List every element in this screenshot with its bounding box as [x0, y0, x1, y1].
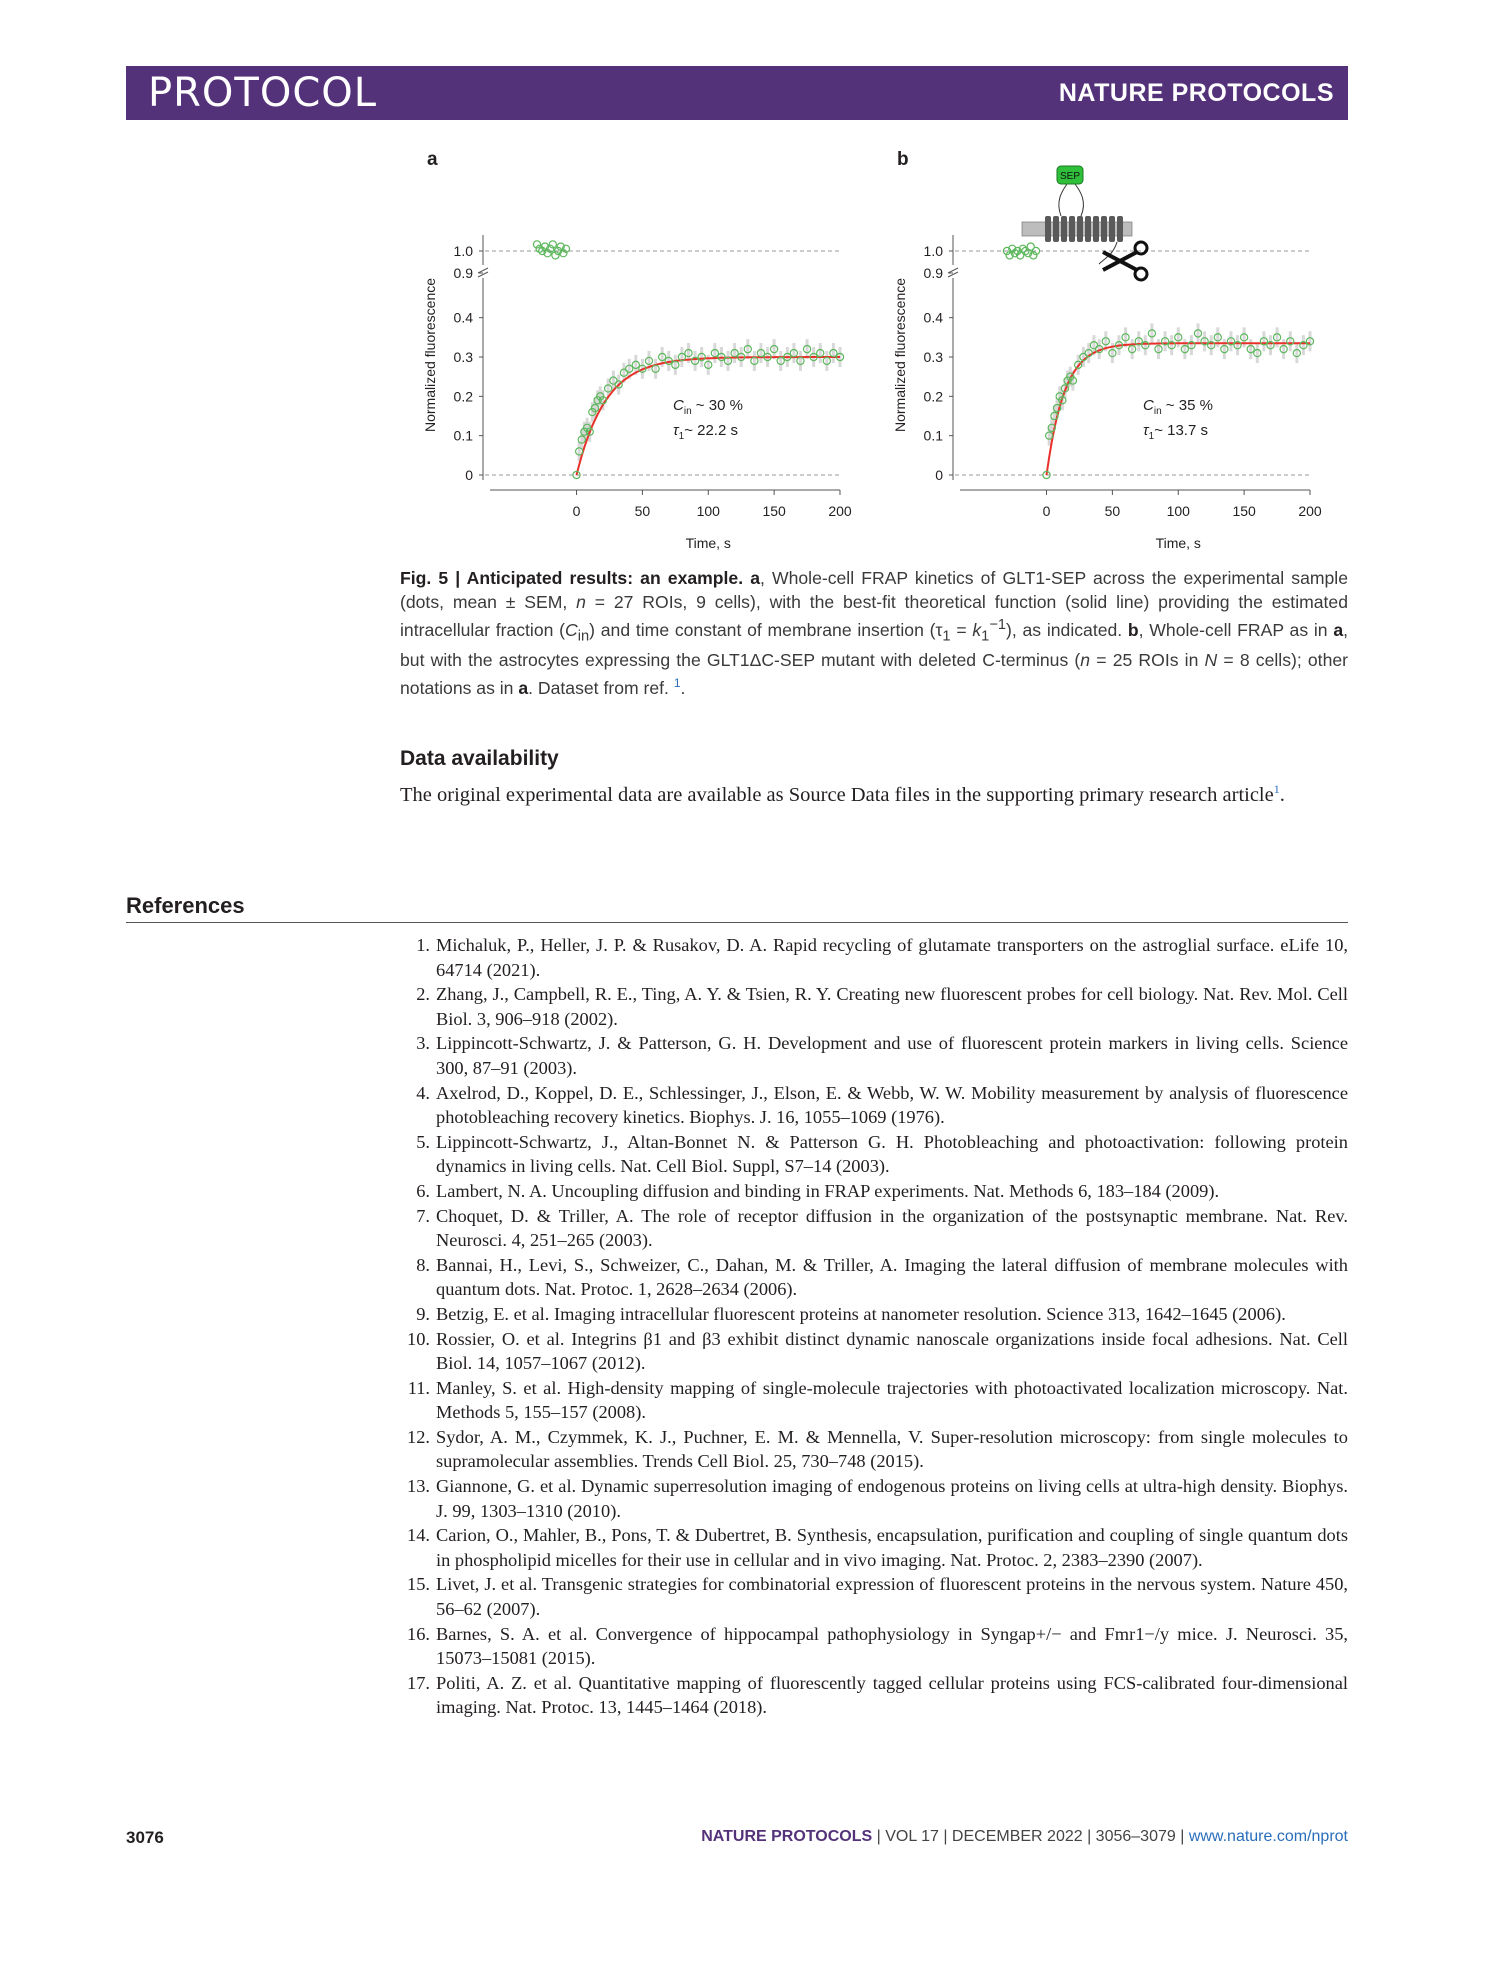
- reference-number: 12.: [407, 1426, 430, 1447]
- y-tick-label: 0.2: [453, 388, 473, 405]
- reference-number: 10.: [407, 1328, 430, 1349]
- scissors-handle: [1135, 242, 1147, 254]
- panel-label: a: [427, 149, 438, 170]
- reference-item: [400, 982, 1348, 1031]
- chart-b: [885, 140, 1345, 570]
- reference-item: [400, 1474, 1348, 1523]
- y-tick-label: 0.9: [453, 265, 473, 281]
- annotation-cin: $C_{in}$ ~ 35 %: [1143, 397, 1213, 417]
- y-axis-label: Normalized fluorescence: [422, 277, 438, 433]
- x-tick-label: 50: [634, 503, 651, 519]
- helix: [1069, 216, 1075, 242]
- reference-item: [400, 1179, 1348, 1204]
- sep-label: SEP: [1059, 171, 1081, 182]
- helix: [1045, 216, 1051, 242]
- y-tick-label: 1.0: [923, 243, 943, 259]
- reference-number: 7.: [416, 1205, 430, 1226]
- data-ref-link[interactable]: 1: [1273, 782, 1280, 796]
- y-tick-label: 0.9: [923, 265, 943, 281]
- reference-item: [400, 1302, 1348, 1327]
- reference-number: 6.: [416, 1180, 430, 1201]
- reference-text: Lippincott-Schwartz, J., Altan-Bonnet N. & Patterson G. H. Photobleaching and photoactivation: following protein dynamics in living cells. Nat. Cell Biol. Suppl, S7–14 (2003).: [436, 1131, 1348, 1177]
- reference-number: 9.: [416, 1303, 430, 1324]
- reference-item: [400, 1204, 1348, 1253]
- x-tick-label: 150: [1232, 503, 1256, 519]
- y-axis-label: Normalized fluorescence: [892, 277, 908, 433]
- x-tick-label: 200: [1298, 503, 1322, 519]
- loop: [1075, 184, 1083, 216]
- reference-text: Zhang, J., Campbell, R. E., Ting, A. Y. & Tsien, R. Y. Creating new fluorescent probes for cell biology. Nat. Rev. Mol. Cell Biol. 3, 906–918 (2002).: [436, 984, 1348, 1029]
- x-tick-label: 100: [1166, 503, 1190, 519]
- helix: [1077, 216, 1083, 242]
- reference-number: 13.: [407, 1476, 430, 1497]
- reference-number: 5.: [416, 1131, 430, 1152]
- reference-text: Giannone, G. et al. Dynamic superresolution imaging of endogenous proteins on living cells at ultra-high density. Biophys. J. 99, 1303–1310 (2010).: [436, 1476, 1348, 1521]
- reference-number: 17.: [407, 1672, 430, 1693]
- reference-item: [400, 1622, 1348, 1671]
- y-tick-label: 0.3: [923, 349, 943, 365]
- figure-panel-b: [885, 140, 1345, 570]
- caption-ref-link[interactable]: 1: [673, 676, 681, 691]
- reference-number: 2.: [416, 984, 430, 1005]
- reference-number: 1.: [416, 935, 430, 955]
- reference-text: Carion, O., Mahler, B., Pons, T. & Dubertret, B. Synthesis, encapsulation, purification and coupling of single quantum dots in phospholipid micelles for their use in cellular and in vivo imaging. Nat. Protoc. 2, 2383–2390 (2007).: [436, 1525, 1348, 1570]
- annotation-tau: $\tau_1\sim$ 22.2 s: [673, 422, 738, 442]
- reference-item: [400, 1081, 1348, 1130]
- reference-text: Manley, S. et al. High-density mapping of single-molecule trajectories with photoactivated localization microscopy. Nat. Methods 5, 155–157 (2008).: [436, 1377, 1348, 1423]
- reference-list: [400, 933, 1348, 1720]
- reference-item: [400, 933, 1348, 982]
- reference-text: Axelrod, D., Koppel, D. E., Schlessinger, J., Elson, E. & Webb, W. W. Mobility measurement by analysis of fluorescence photobleaching recovery kinetics. Biophys. J. 16, 1055–1069 (1976).: [436, 1082, 1348, 1128]
- reference-number: 3.: [416, 1033, 430, 1054]
- y-tick-label: 0.2: [923, 388, 943, 405]
- reference-item: [400, 1425, 1348, 1474]
- reference-text: Lippincott-Schwartz, J. & Patterson, G. H. Development and use of fluorescent protein markers in living cells. Science 300, 87–91 (2003).: [436, 1033, 1348, 1078]
- reference-item: [400, 1572, 1348, 1621]
- x-tick-label: 0: [572, 503, 581, 519]
- reference-text: Michaluk, P., Heller, J. P. & Rusakov, D. A. Rapid recycling of glutamate transporters on the astroglial surface. eLife 10, 64714 (2021).: [436, 935, 1348, 980]
- panel-label: b: [897, 149, 909, 170]
- references-divider: [126, 922, 1348, 923]
- references-heading: References: [126, 893, 245, 918]
- y-tick-label: 0.4: [453, 309, 473, 326]
- footer-citation: NATURE PROTOCOLS | VOL 17 | DECEMBER 2022 | 3056–3079 | www.nature.com/nprot: [701, 1828, 1348, 1845]
- reference-item: [400, 1327, 1348, 1376]
- reference-item: [400, 1523, 1348, 1572]
- header-banner: [126, 66, 1348, 120]
- reference-text: Rossier, O. et al. Integrins β1 and β3 exhibit distinct dynamic nanoscale organizations inside focal adhesions. Nat. Cell Biol. 14, 1057–1067 (2012).: [436, 1328, 1348, 1374]
- helix: [1101, 216, 1107, 242]
- y-tick-label: 0: [465, 467, 473, 483]
- reference-item: [400, 1130, 1348, 1179]
- helix: [1109, 216, 1115, 242]
- helix: [1117, 216, 1123, 242]
- reference-text: Betzig, E. et al. Imaging intracellular fluorescent proteins at nanometer resolution. Science 313, 1642–1645 (2006).: [436, 1303, 1286, 1324]
- reference-item: [400, 1253, 1348, 1302]
- x-axis-label: Time, s: [685, 535, 731, 551]
- helix: [1085, 216, 1091, 242]
- helix: [1093, 216, 1099, 242]
- y-tick-label: 0.4: [923, 309, 943, 326]
- annotation-tau: $\tau_1\sim$ 13.7 s: [1143, 422, 1208, 442]
- reference-number: 4.: [416, 1082, 430, 1103]
- x-axis-label: Time, s: [1155, 535, 1201, 551]
- y-tick-label: 1.0: [453, 243, 473, 259]
- y-tick-label: 0.1: [453, 427, 473, 444]
- reference-item: [400, 1671, 1348, 1720]
- reference-text: Bannai, H., Levi, S., Schweizer, C., Dahan, M. & Triller, A. Imaging the lateral diffusion of membrane molecules with quantum dots. Nat. Protoc. 1, 2628–2634 (2006).: [436, 1254, 1348, 1300]
- x-tick-label: 150: [762, 503, 786, 519]
- x-tick-label: 50: [1104, 503, 1121, 519]
- section-title: PROTOCOL: [148, 70, 378, 116]
- reference-number: 8.: [416, 1254, 430, 1275]
- reference-item: [400, 1376, 1348, 1425]
- journal-url-link[interactable]: www.nature.com/nprot: [1188, 1828, 1348, 1845]
- scissors-handle: [1135, 268, 1147, 280]
- reference-number: 16.: [407, 1623, 430, 1644]
- x-tick-label: 0: [1042, 503, 1051, 519]
- reference-text: Lambert, N. A. Uncoupling diffusion and binding in FRAP experiments. Nat. Methods 6, 183–184 (2009).: [436, 1180, 1220, 1201]
- figure-caption: Fig. 5 | Anticipated results: an example. a, Whole-cell FRAP kinetics of GLT1-SEP across the experimental sample (dots, mean ± SEM, n = 27 ROIs, 9 cells), with the best-fit theoretical function (solid line) providing the estimated intracellular fraction $(C_{in})$ and time constant of membrane insertion $(\tau_1 = k_1^{-1})$, as indicated. b, Whole-cell FRAP as in a, but with the astrocytes expressing the GLT1ΔC-SEP mutant with deleted C-terminus (n = 25 ROIs in N = 8 cells); other notations as in a. Dataset from ref. $^1$.: [400, 568, 1349, 699]
- data-availability-heading: Data availability: [400, 747, 559, 770]
- transporter-inset: [1022, 166, 1147, 280]
- x-tick-label: 200: [828, 503, 852, 519]
- reference-text: Sydor, A. M., Czymmek, K. J., Puchner, E. M. & Mennella, V. Super-resolution microscopy: from single molecules to supramolecular assemblies. Trends Cell Biol. 25, 730–748 (2015).: [436, 1426, 1348, 1472]
- y-tick-label: 0.1: [923, 427, 943, 444]
- reference-text: Livet, J. et al. Transgenic strategies for combinatorial expression of fluorescent proteins in the nervous system. Nature 450, 56–62 (2007).: [436, 1574, 1348, 1620]
- figure-panel-a: [415, 140, 875, 570]
- reference-number: 14.: [407, 1525, 430, 1546]
- reference-number: 15.: [407, 1574, 430, 1595]
- helix: [1053, 216, 1059, 242]
- reference-item: [400, 1031, 1348, 1080]
- y-tick-label: 0.3: [453, 349, 473, 365]
- reference-text: Politi, A. Z. et al. Quantitative mapping of fluorescently tagged cellular proteins using FCS-calibrated four-dimensional imaging. Nat. Protoc. 13, 1445–1464 (2018).: [436, 1672, 1348, 1718]
- reference-text: Barnes, S. A. et al. Convergence of hippocampal pathophysiology in Syngap+/− and Fmr1−/y mice. J. Neurosci. 35, 15073–15081 (2015).: [436, 1623, 1348, 1669]
- loop: [1059, 184, 1067, 216]
- annotation-cin: $C_{in}$ ~ 30 %: [673, 397, 743, 417]
- journal-title: NATURE PROTOCOLS: [1058, 79, 1334, 107]
- helix: [1061, 216, 1067, 242]
- reference-number: 11.: [407, 1377, 430, 1398]
- x-tick-label: 100: [696, 503, 720, 519]
- data-availability-text: The original experimental data are available as Source Data files in the supporting primary research article$^1$.: [400, 782, 1285, 806]
- y-tick-label: 0: [935, 467, 943, 483]
- reference-text: Choquet, D. & Triller, A. The role of receptor diffusion in the organization of the postsynaptic membrane. Nat. Rev. Neurosci. 4, 251–265 (2003).: [436, 1205, 1348, 1251]
- page-number: 3076: [126, 1828, 164, 1847]
- chart-a: [415, 140, 875, 570]
